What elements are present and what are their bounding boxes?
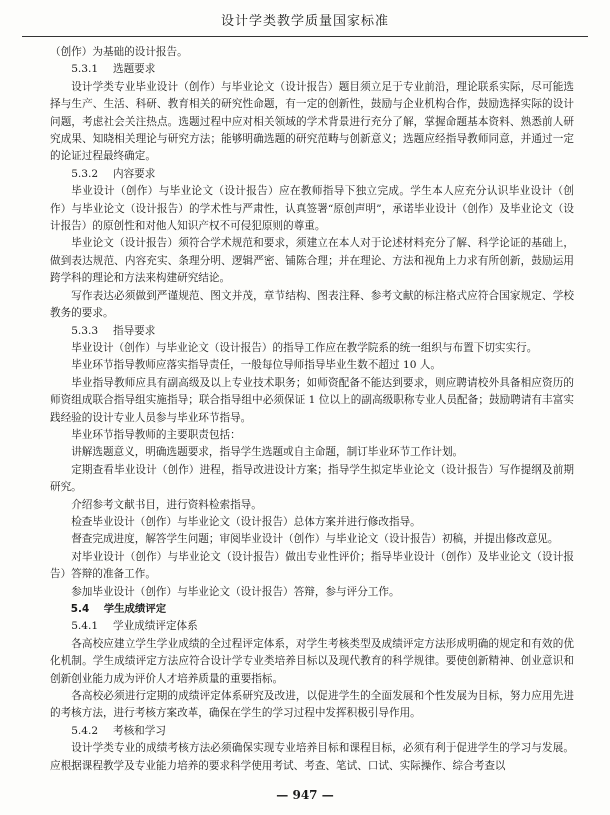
paragraph: 定期查看毕业设计（创作）进程，指导改进设计方案；指导学生拟定毕业论文（设计报告）写作提纲及前期研究。 (50, 463, 574, 494)
paragraph: 设计学类专业的成绩考核方法必须确保实现专业培养目标和课程目标，必须有利于促进学生的学习与发展。应根据课程教学及专业能力培养的要求科学使用考试、考查、笔试、口试、实际操作、综合考查以 (50, 742, 574, 772)
page-body (50, 44, 574, 775)
heading-number: 5.3.3 (71, 324, 99, 337)
heading-text: 学业成绩评定体系 (112, 620, 198, 633)
paragraph: 检查毕业设计（创作）与毕业论文（设计报告）总体方案并进行修改指导。 (71, 515, 421, 528)
paragraph: 毕业论文（设计报告）须符合学术规范和要求，须建立在本人对于论述材料充分了解、科学论证的基础上，做到表达规范、内容充实、条理分明、逻辑严密、铺陈合理；并在理论、方法和视角上力求有所创新，鼓励运用跨学科的理论和方法来构建研究结论。 (50, 237, 574, 285)
subsection-heading (50, 166, 574, 183)
subsection-heading (50, 723, 574, 740)
paragraph: 毕业环节指导教师的主要职责包括： (71, 428, 241, 441)
heading-number: 5.4.1 (71, 620, 99, 633)
section-heading (50, 601, 574, 618)
paragraph: （创作）为基础的设计报告。 (50, 46, 188, 58)
paragraph: 介绍参考文献书目，进行资料检索指导。 (71, 498, 262, 511)
paragraph: 督查完成进度，解答学生问题；审阅毕业设计（创作）与毕业论文（设计报告）初稿，并提出修改意见。 (71, 533, 559, 546)
paragraph: 毕业指导教师应具有副高级及以上专业技术职务；如师资配备不能达到要求，则应聘请校外具备相应资历的师资组成联合指导组实施指导；联合指导组中必须保证 1 位以上的副高级职称专业人员配备；鼓励聘请有丰富实践经验的设计专业人员参与毕业环节指导。 (50, 376, 574, 424)
paragraph: 讲解选题意义，明确选题要求，指导学生选题或自主命题，制订毕业环节工作计划。 (71, 446, 464, 459)
subsection-heading (50, 618, 574, 635)
heading-number: 5.3.2 (71, 167, 99, 180)
heading-text: 内容要求 (112, 167, 156, 180)
paragraph: 设计学类专业毕业设计（创作）与毕业论文（设计报告）题目须立足于专业前沿，理论联系实际，尽可能选择与生产、生活、科研、教育相关的研究性命题，有一定的创新性，鼓励与企业机构合作，鼓励选择实际的设计问题，考虑社会关注热点。选题过程中应对相关领域的学术背景进行充分了解，掌握命题基本资料、熟悉前人研究成果、知晓相关理论与研究方法；能够明确选题的研究范畴与创新意义；选题应经指导教师同意，并通过一定的论证过程最终确定。 (50, 80, 574, 163)
paragraph: 对毕业设计（创作）与毕业论文（设计报告）做出专业性评价；指导毕业设计（创作）及毕业论文（设计报告）答辩的准备工作。 (50, 550, 574, 581)
paragraph: 毕业环节指导教师应落实指导责任，一般每位导师指导毕业生数不超过 10 人。 (71, 359, 441, 372)
paragraph: 写作表达必须做到严谨规范、图文并茂，章节结构、图表注释、参考文献的标注格式应符合国家规定、学校教务的要求。 (50, 289, 574, 320)
heading-number: 5.4.2 (71, 724, 99, 737)
heading-text: 学生成绩评定 (103, 603, 167, 615)
heading-text: 选题要求 (112, 63, 156, 76)
heading-text: 指导要求 (112, 324, 156, 337)
subsection-heading (50, 323, 574, 340)
paragraph: 参加毕业设计（创作）与毕业论文（设计报告）答辩，参与评分工作。 (71, 585, 400, 598)
running-header: 设计学类教学质量国家标准 (220, 14, 389, 29)
paragraph: 各高校必须进行定期的成绩评定体系研究及改进，以促进学生的全面发展和个性发展为目标，努力应用先进的考核方法，进行考核方案改革，确保在学生的学习过程中发挥积极引导作用。 (50, 690, 574, 720)
heading-number: 5.4 (70, 603, 90, 615)
subsection-heading (50, 61, 574, 78)
header-rule (22, 36, 588, 37)
paragraph: 各高校应建立学生学业成绩的全过程评定体系，对学生考核类型及成绩评定方法形成明确的规定和有效的优化机制。学生成绩评定方法应符合设计学专业类培养目标以及现代教育的科学规律。要使创新精神、创业意识和创新创业能力成为评价人才培养质量的重要指标。 (50, 637, 574, 685)
paragraph: 毕业设计（创作）与毕业论文（设计报告）应在教师指导下独立完成。学生本人应充分认识毕业设计（创作）与毕业论文（设计报告）的学术性与严肃性，认真签署“原创声明”，承诺毕业设计（创作）及毕业论文（设计报告）的原创性和对他人知识产权不可侵犯原则的尊重。 (50, 185, 574, 233)
paragraph: 毕业设计（创作）与毕业论文（设计报告）的指导工作应在教学院系的统一组织与布置下切实实行。 (71, 341, 538, 354)
page-number: — 947 — (276, 788, 334, 802)
heading-number: 5.3.1 (71, 63, 99, 76)
heading-text: 考核和学习 (112, 724, 166, 737)
